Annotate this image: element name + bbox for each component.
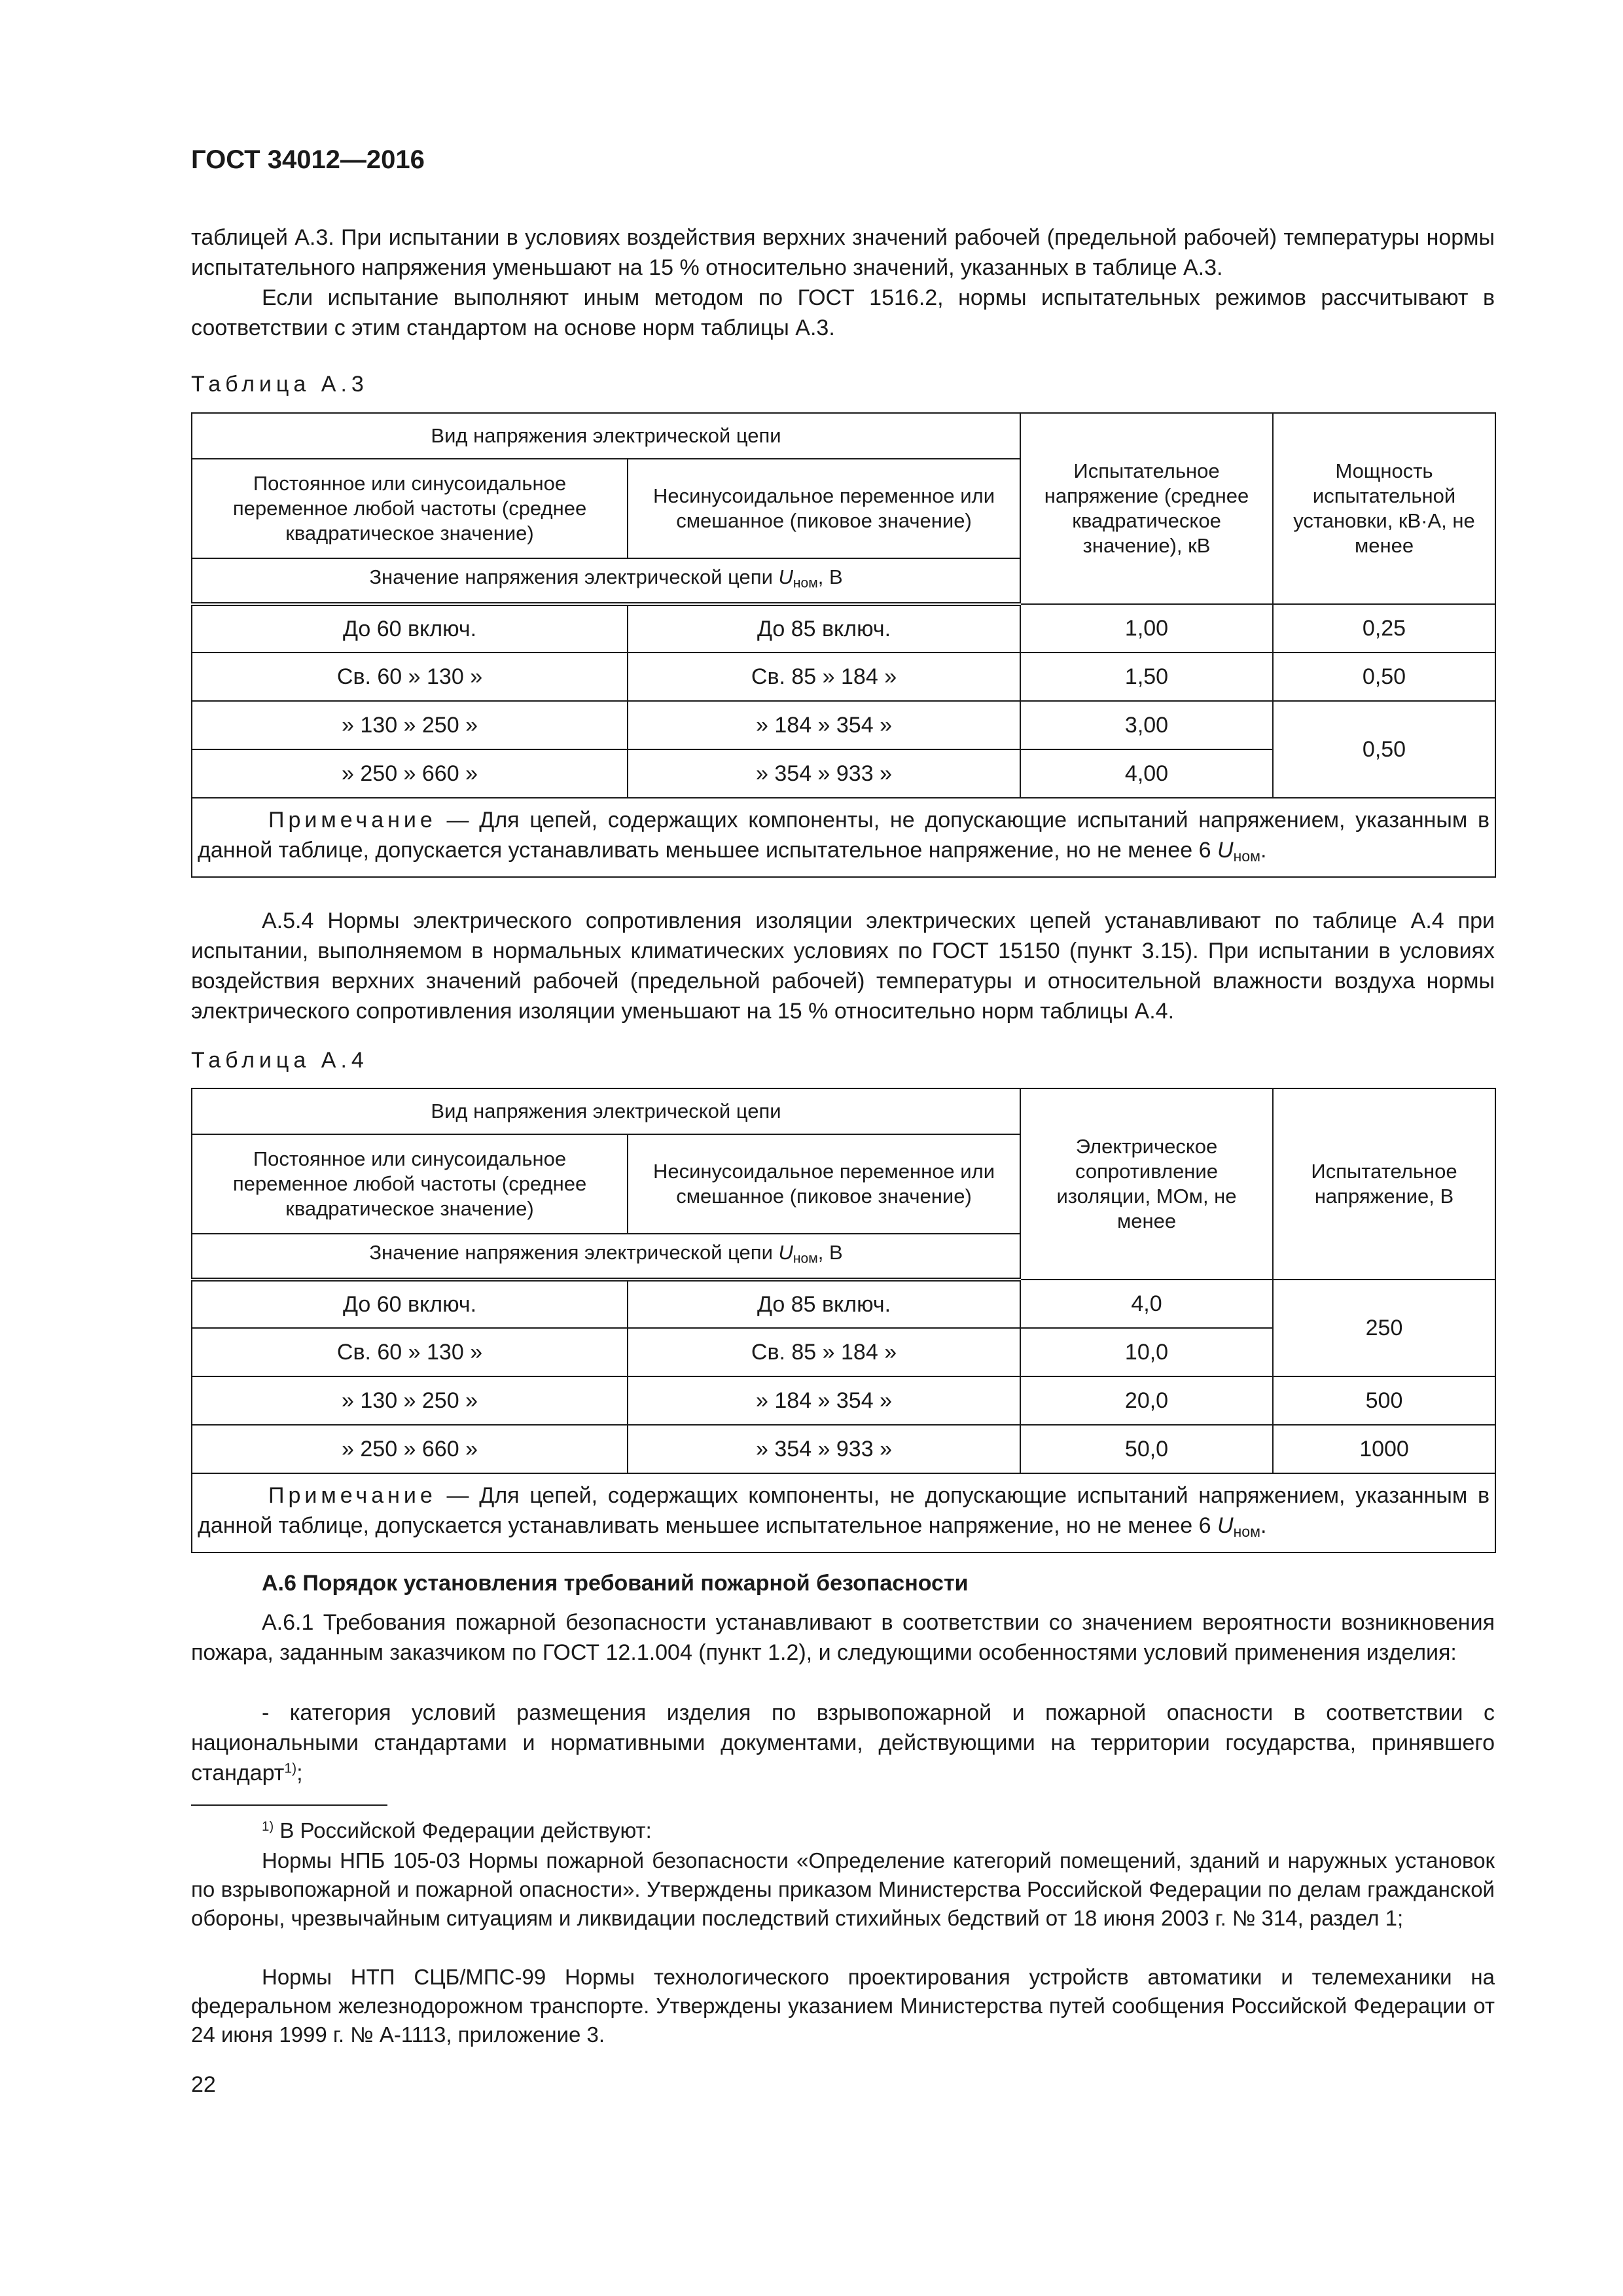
list-item-end: ;	[296, 1761, 303, 1785]
note-word: Примечание	[268, 808, 437, 833]
cell-dc-range: » 250 » 660 »	[192, 1425, 628, 1473]
table-note-row	[192, 798, 1495, 877]
header-test-voltage: Испытательное напряжение, В	[1273, 1088, 1495, 1280]
header-installation-power: Мощность испытательной установки, кВ·А, не менее	[1273, 413, 1495, 604]
section-a6-title: А.6 Порядок установления требований пожарной безопасности	[262, 1571, 969, 1596]
cell-test-voltage: 3,00	[1020, 701, 1273, 749]
table-a4-caption	[191, 1048, 368, 1073]
footnote-divider	[191, 1804, 387, 1806]
cell-power: 0,25	[1273, 604, 1495, 653]
table-a4	[191, 1088, 1496, 1553]
header-voltage-unit: , В	[817, 565, 843, 589]
header-nonsinusoidal: Несинусоидальное переменное или смешанное (пиковое значение)	[628, 1134, 1020, 1234]
header-dc-sinusoidal: Постоянное или синусоидальное переменное любой частоты (среднее квадратическое значение)	[192, 459, 628, 558]
table-a4-note	[192, 1473, 1495, 1552]
header-voltage-type: Вид напряжения электрической цепи	[192, 1088, 1020, 1134]
cell-nonsin-range: » 184 » 354 »	[628, 701, 1020, 749]
u-nom-symbol: U	[1217, 1513, 1234, 1538]
cell-power: 0,50	[1273, 653, 1495, 701]
cell-test-voltage: 250	[1273, 1280, 1495, 1376]
paragraph-a6-list-item	[191, 1698, 1495, 1788]
cell-dc-range: До 60 включ.	[192, 1280, 628, 1328]
header-voltage-value	[192, 1234, 1020, 1280]
table-caption-word: Таблица	[191, 372, 311, 397]
u-nom-subscript: ном	[793, 575, 818, 591]
u-nom-symbol: U	[778, 1241, 793, 1265]
intro-paragraph-2: Если испытание выполняют иным методом по ГОСТ 1516.2, нормы испытательных режимов рассчитывают в соответствии с этим стандартом на основе норм таблицы А.3.	[191, 285, 1495, 340]
cell-resistance: 10,0	[1020, 1328, 1273, 1376]
table-caption-word: Таблица	[191, 1048, 311, 1073]
note-text: — Для цепей, содержащих компоненты, не допускающие испытаний напряжением, указанным в данной таблице, допускается устанавливать меньшее испытательное напряжение, но не менее 6	[198, 808, 1490, 863]
table-caption-number: А.3	[321, 372, 368, 397]
table-row	[192, 1425, 1495, 1473]
cell-power: 0,50	[1273, 701, 1495, 798]
footnote-paragraph-2: Нормы НТП СЦБ/МПС-99 Нормы технологического проектирования устройств автоматики и телемеханики на федеральном железнодорожном транспорте. Утверждены указанием Министерства путей сообщения Российской Федерации от 24 июня 1999 г. № А-1113, приложение 3.	[191, 1965, 1495, 2047]
table-row	[192, 701, 1495, 749]
cell-resistance: 4,0	[1020, 1280, 1273, 1328]
header-insulation-resistance: Электрическое сопротивление изоляции, МОм, не менее	[1020, 1088, 1273, 1280]
table-row	[192, 604, 1495, 653]
cell-dc-range: » 130 » 250 »	[192, 1376, 628, 1425]
header-test-voltage: Испытательное напряжение (среднее квадратическое значение), кВ	[1020, 413, 1273, 604]
u-nom-symbol: U	[1217, 838, 1234, 863]
header-voltage-value	[192, 558, 1020, 604]
table-a3	[191, 412, 1496, 878]
paragraph-a6-1: А.6.1 Требования пожарной безопасности устанавливают в соответствии со значением вероятности возникновения пожара, заданным заказчиком по ГОСТ 12.1.004 (пункт 1.2), и следующими особенностями условий применения изделия:	[191, 1610, 1495, 1665]
cell-resistance: 20,0	[1020, 1376, 1273, 1425]
footnote-paragraph-1: Нормы НПБ 105-03 Нормы пожарной безопасности «Определение категорий помещений, зданий и наружных установок по взрывопожарной и пожарной опасности». Утверждены приказом Министерства Российской Федерации по делам гражданской обороны, чрезвычайным ситуациям и ликвидации последствий стихийных бедствий от 18 июня 2003 г. № 314, раздел 1;	[191, 1848, 1495, 1930]
table-note-row	[192, 1473, 1495, 1552]
cell-resistance: 50,0	[1020, 1425, 1273, 1473]
cell-nonsin-range: » 184 » 354 »	[628, 1376, 1020, 1425]
header-voltage-value-text: Значение напряжения электрической цепи	[369, 1241, 773, 1265]
header-dc-sinusoidal: Постоянное или синусоидальное переменное любой частоты (среднее квадратическое значение)	[192, 1134, 628, 1234]
list-item-text: - категория условий размещения изделия по взрывопожарной и пожарной опасности в соответствии с национальными стандартами и нормативными документами, действующими на территории государства, принявшего стандарт	[191, 1700, 1495, 1785]
paragraph-a5-4: А.5.4 Нормы электрического сопротивления изоляции электрических цепей устанавливают по таблице А.4 при испытании, выполняемом в нормальных климатических условиях по ГОСТ 15150 (пункт 3.15). При испытании в условиях воздействия верхних значений рабочей (предельной рабочей) температуры и относительной влажности воздуха нормы электрического сопротивления изоляции уменьшают на 15 % относительно норм таблицы А.4.	[191, 908, 1495, 1024]
table-row	[192, 1280, 1495, 1328]
table-caption-number: А.4	[321, 1048, 368, 1073]
cell-test-voltage: 1,50	[1020, 653, 1273, 701]
cell-dc-range: » 250 » 660 »	[192, 749, 628, 798]
u-nom-subscript: ном	[1233, 1522, 1261, 1540]
intro-paragraph-1: таблицей А.3. При испытании в условиях воздействия верхних значений рабочей (предельной рабочей) температуры нормы испытательного напряжения уменьшают на 15 % относительно значений, указанных в таблице А.3.	[191, 225, 1495, 280]
footnote-ref: 1)	[284, 1761, 297, 1776]
table-row	[192, 653, 1495, 701]
table-a3-note	[192, 798, 1495, 877]
note-end: .	[1260, 838, 1267, 863]
note-word: Примечание	[268, 1483, 437, 1508]
cell-nonsin-range: До 85 включ.	[628, 1280, 1020, 1328]
footnote-marker: 1)	[262, 1818, 274, 1834]
cell-nonsin-range: До 85 включ.	[628, 604, 1020, 653]
cell-dc-range: До 60 включ.	[192, 604, 628, 653]
cell-nonsin-range: Св. 85 » 184 »	[628, 653, 1020, 701]
cell-dc-range: Св. 60 » 130 »	[192, 653, 628, 701]
header-voltage-unit: , В	[817, 1241, 843, 1265]
footnote-intro	[191, 1816, 1495, 1845]
u-nom-symbol: U	[778, 565, 793, 589]
cell-dc-range: Св. 60 » 130 »	[192, 1328, 628, 1376]
note-text: — Для цепей, содержащих компоненты, не допускающие испытаний напряжением, указанным в данной таблице, допускается устанавливать меньшее испытательное напряжение, но не менее 6	[198, 1483, 1490, 1538]
cell-nonsin-range: Св. 85 » 184 »	[628, 1328, 1020, 1376]
page-header: ГОСТ 34012—2016	[191, 145, 425, 174]
u-nom-subscript: ном	[1233, 847, 1261, 865]
table-row	[192, 1376, 1495, 1425]
header-voltage-value-text: Значение напряжения электрической цепи	[369, 565, 773, 589]
header-nonsinusoidal: Несинусоидальное переменное или смешанное (пиковое значение)	[628, 459, 1020, 558]
note-end: .	[1260, 1513, 1267, 1538]
cell-nonsin-range: » 354 » 933 »	[628, 1425, 1020, 1473]
cell-test-voltage: 1,00	[1020, 604, 1273, 653]
u-nom-subscript: ном	[793, 1251, 818, 1266]
cell-test-voltage: 500	[1273, 1376, 1495, 1425]
cell-dc-range: » 130 » 250 »	[192, 701, 628, 749]
footnote-intro-text: В Российской Федерации действуют:	[274, 1818, 652, 1842]
page-number: 22	[191, 2072, 216, 2097]
table-a3-caption	[191, 372, 368, 397]
cell-nonsin-range: » 354 » 933 »	[628, 749, 1020, 798]
cell-test-voltage: 1000	[1273, 1425, 1495, 1473]
header-voltage-type: Вид напряжения электрической цепи	[192, 413, 1020, 459]
cell-test-voltage: 4,00	[1020, 749, 1273, 798]
